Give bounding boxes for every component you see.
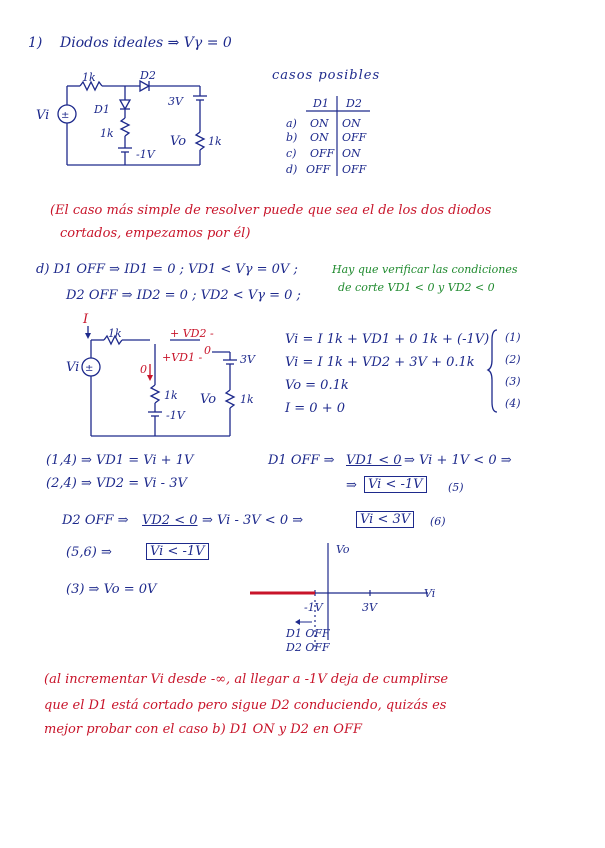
result6-tag: (6)	[430, 515, 446, 528]
equation-tag-2: (2)	[505, 353, 521, 366]
case-row-label: c)	[286, 147, 297, 160]
c1-src2-label: 3V	[168, 95, 183, 108]
c2-vi-label: Vi	[66, 360, 80, 375]
case-row-label: a)	[286, 117, 297, 130]
case-row-d2: ON	[342, 147, 361, 160]
equation-2: Vi = I 1k + VD2 + 3V + 0.1k	[285, 355, 475, 370]
graph-y-label: Vo	[336, 543, 350, 556]
c1-d1-label: D1	[94, 103, 110, 116]
derivation-24: (2,4) ⇒ VD2 = Vi - 3V	[46, 476, 187, 491]
c2-i-label: I	[83, 312, 89, 327]
c2-vd2-label: + VD2 -	[170, 327, 214, 340]
c2-r1-label: 1k	[164, 389, 178, 402]
graph-region-d1off: D1 OFF	[286, 627, 330, 640]
case-row-d2: OFF	[342, 163, 367, 176]
case-row-label: d)	[286, 163, 298, 176]
case-row-d2: OFF	[342, 131, 367, 144]
d2off-post: ⇒ Vi - 3V < 0 ⇒	[202, 513, 304, 528]
problem-title: Diodos ideales ⇒ Vγ = 0	[60, 35, 232, 51]
result5-box: Vi < -1V	[364, 476, 427, 493]
case-d-green2: de corte VD1 < 0 y VD2 < 0	[338, 281, 495, 294]
case-d-green1: Hay que verificar las condiciones	[332, 263, 518, 276]
c2-ro-label: 1k	[240, 393, 254, 406]
graph-region-d2off: D2 OFF	[286, 641, 330, 654]
c2-zero2-label: 0	[204, 344, 211, 357]
equation-tag-4: (4)	[505, 397, 521, 410]
graph-x-label: Vi	[424, 587, 436, 600]
c2-zero1-label: 0	[140, 363, 147, 376]
result5-arrow: ⇒	[346, 478, 357, 493]
d2off-condition: VD2 < 0	[142, 513, 198, 528]
c1-vi-label: Vi	[36, 108, 50, 123]
note-red-2-line2: que el D1 está cortado pero sigue D2 conduciendo, quizás es	[44, 698, 447, 713]
equation-tag-1: (1)	[505, 331, 521, 344]
case-row-label: b)	[286, 131, 298, 144]
note-red-1-line1: (El caso más simple de resolver puede que sea el de los dos diodos	[50, 203, 492, 218]
c2-src2-label: 3V	[240, 353, 255, 366]
c1-d2-label: D2	[140, 69, 156, 82]
graph-tick-3: 3V	[362, 601, 377, 614]
case-row-d1: OFF	[310, 147, 335, 160]
c1-src1-label: -1V	[136, 148, 155, 161]
equation-4: I = 0 + 0	[285, 401, 345, 416]
result6-box: Vi < 3V	[356, 511, 414, 528]
c2-src1-label: -1V	[166, 409, 185, 422]
cases-title: casos posibles	[272, 68, 381, 83]
equation-1: Vi = I 1k + VD1 + 0 1k + (-1V)	[285, 332, 490, 347]
note-red-1-line2: cortados, empezamos por él)	[60, 226, 251, 241]
c1-ro-label: 1k	[208, 135, 222, 148]
problem-number: 1)	[28, 35, 43, 51]
d1off-pre: D1 OFF ⇒	[268, 453, 335, 468]
case-row-d1: OFF	[306, 163, 331, 176]
c2-rin-label: 1k	[108, 327, 122, 340]
result5-tag: (5)	[448, 481, 464, 494]
equation-3: Vo = 0.1k	[285, 378, 349, 393]
derivation-3: (3) ⇒ Vo = 0V	[66, 582, 157, 597]
d2off-pre: D2 OFF ⇒	[62, 513, 129, 528]
svg-text:±: ±	[61, 110, 70, 121]
case-row-d1: ON	[310, 117, 329, 130]
c2-vo-label: Vo	[200, 392, 217, 407]
derivation-14: (1,4) ⇒ VD1 = Vi + 1V	[46, 453, 194, 468]
note-red-2-line1: (al incrementar Vi desde -∞, al llegar a -1V deja de cumplirse	[44, 672, 449, 687]
note-red-2-line3: mejor probar con el caso b) D1 ON y D2 en OFF	[44, 722, 362, 737]
case-row-d2: ON	[342, 117, 361, 130]
c2-vd1-label: +VD1 -	[162, 351, 203, 364]
c1-vo-label: Vo	[170, 134, 187, 149]
result56-box: Vi < -1V	[146, 543, 209, 560]
derivation-56: (5,6) ⇒	[66, 545, 112, 560]
d1off-post: ⇒ Vi + 1V < 0 ⇒	[404, 453, 512, 468]
svg-text:±: ±	[85, 363, 94, 374]
case-d-line1: d) D1 OFF ⇒ ID1 = 0 ; VD1 < Vγ = 0V ;	[36, 262, 298, 277]
cases-header-d1: D1	[313, 97, 329, 110]
case-row-d1: ON	[310, 131, 329, 144]
equation-tag-3: (3)	[505, 375, 521, 388]
c1-rin-label: 1k	[82, 71, 96, 84]
c1-r1-label: 1k	[100, 127, 114, 140]
d1off-condition: VD1 < 0	[346, 453, 402, 468]
cases-header-d2: D2	[346, 97, 362, 110]
graph-tick-neg1: -1V	[304, 601, 323, 614]
case-d-line2: D2 OFF ⇒ ID2 = 0 ; VD2 < Vγ = 0 ;	[66, 288, 301, 303]
